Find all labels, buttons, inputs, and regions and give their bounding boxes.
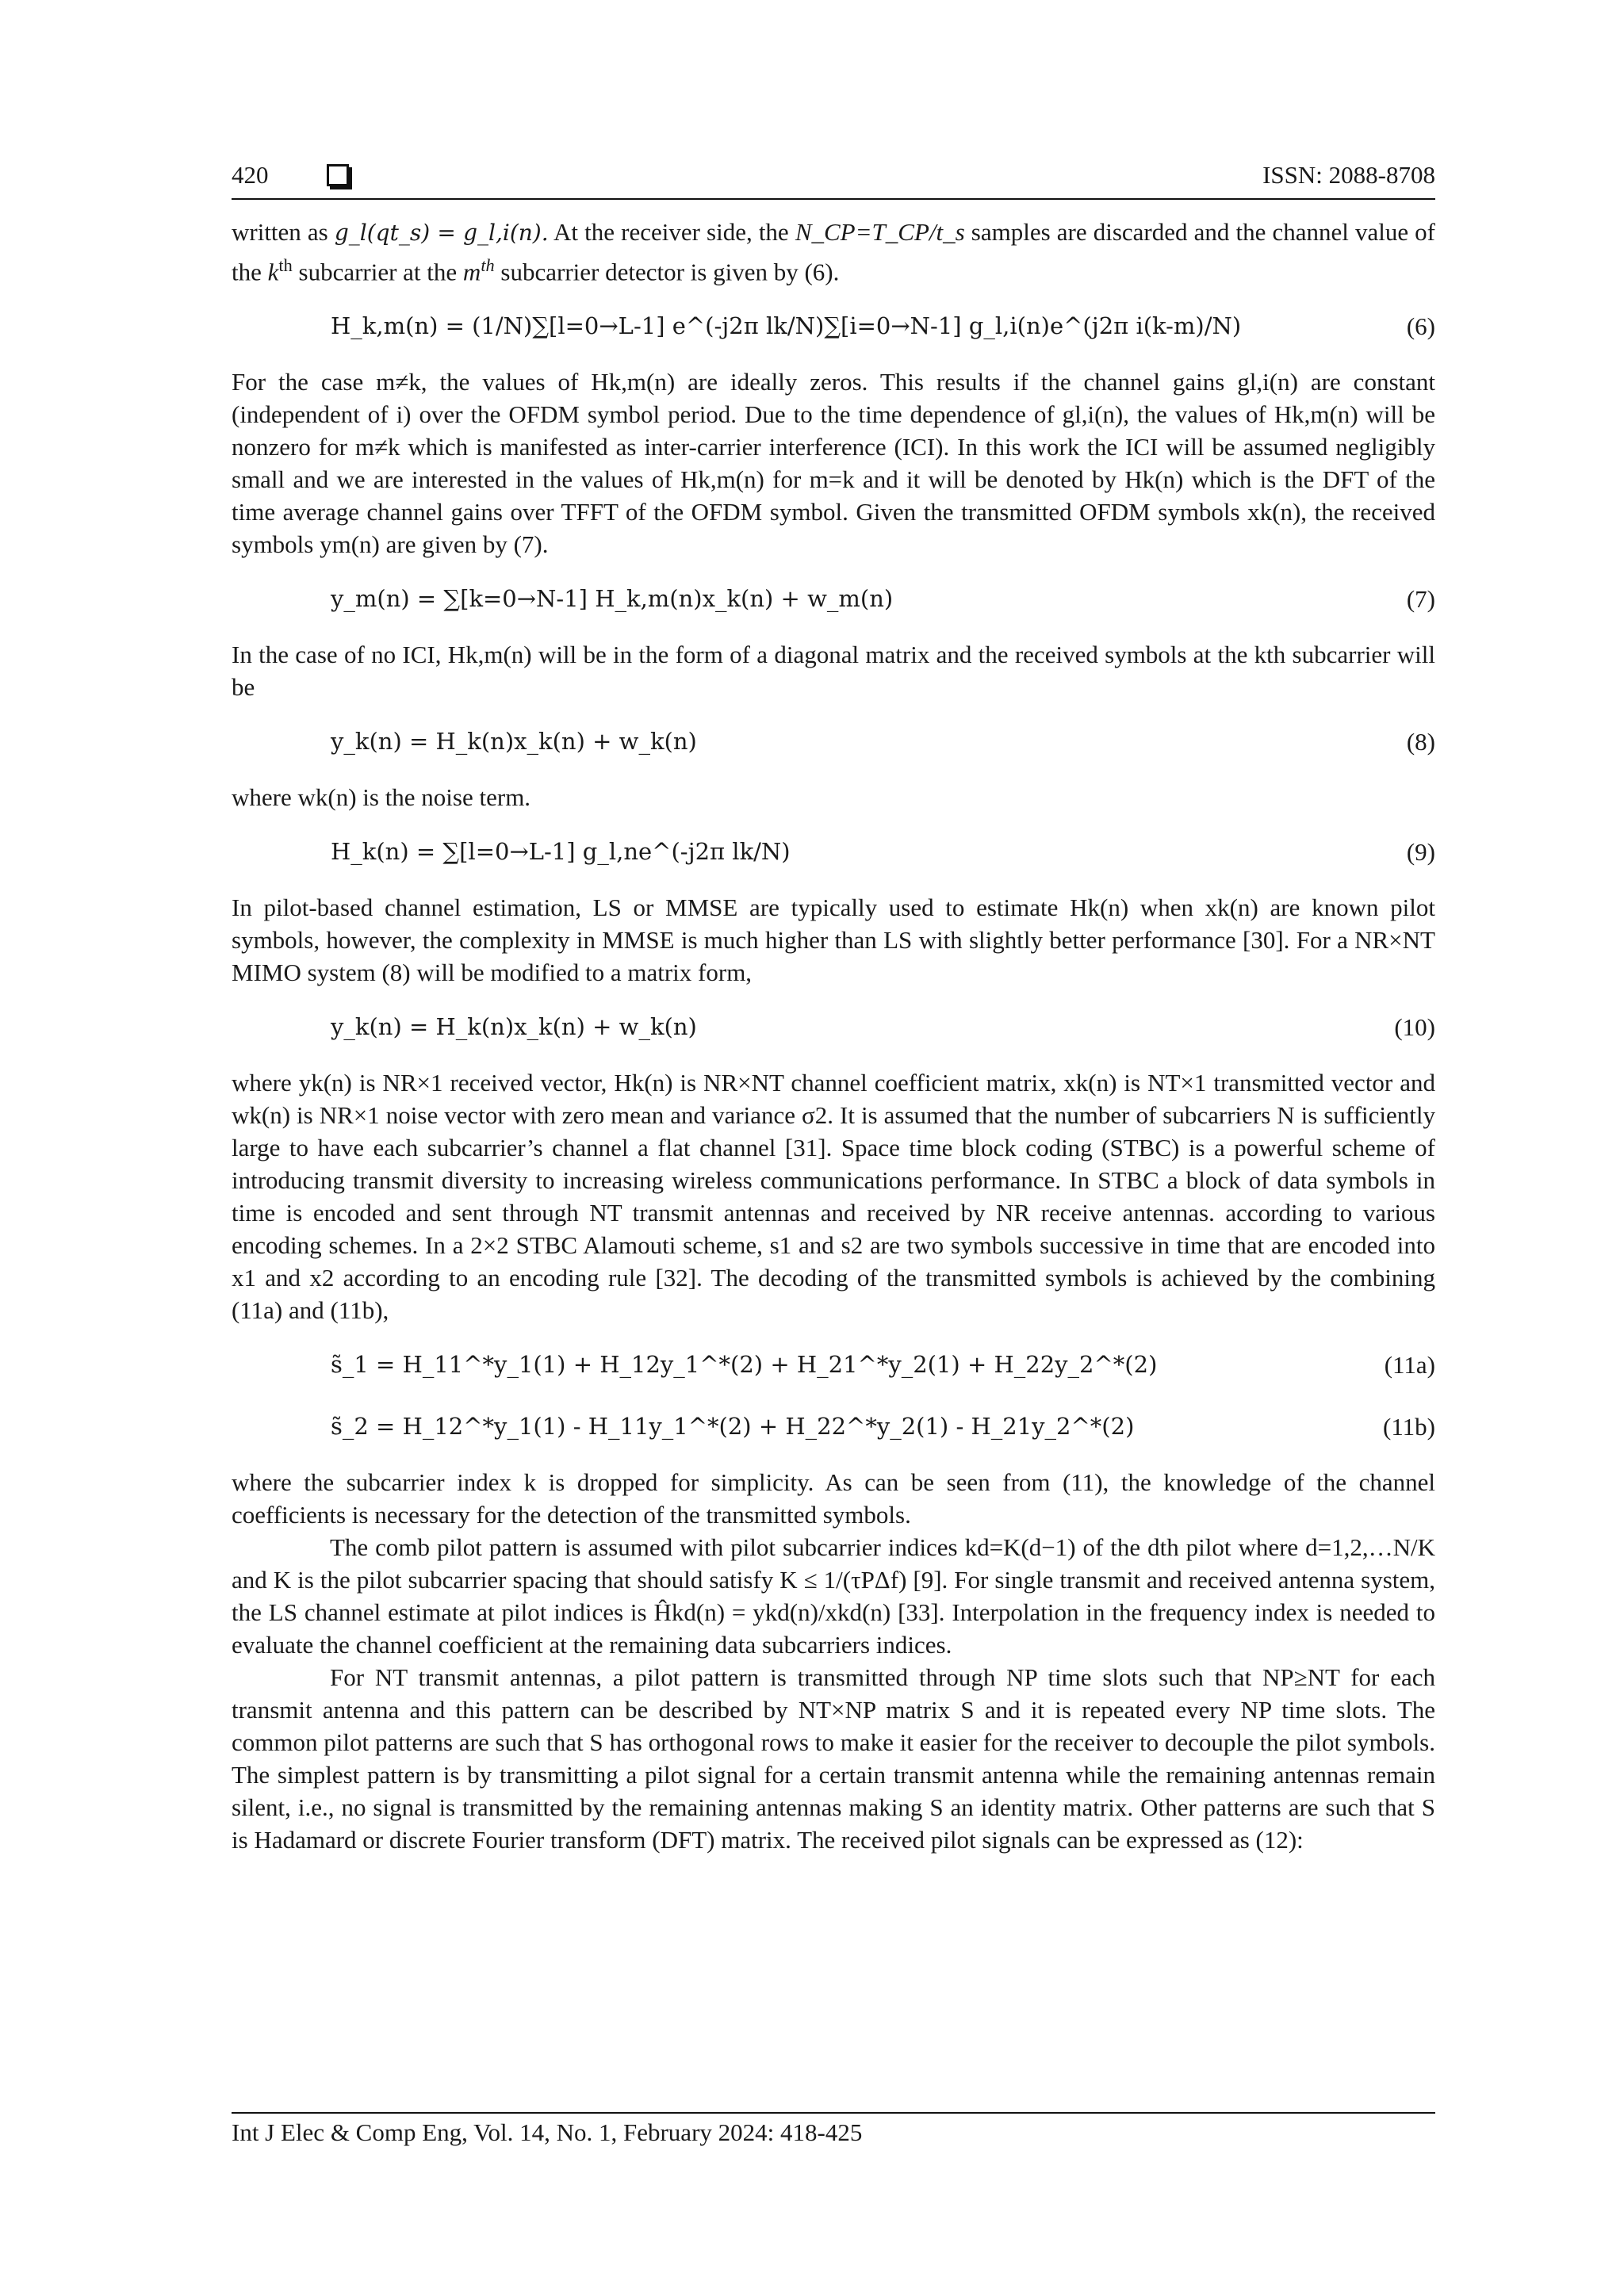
header-rule bbox=[232, 198, 1435, 200]
equation-9-formula: H_k(n) = ∑[l=0→L-1] g_l,ne^(-j2π lk/N) bbox=[331, 837, 791, 865]
equation-number: (6) bbox=[1406, 312, 1435, 340]
issn: ISSN: 2088-8708 bbox=[1262, 161, 1435, 189]
paragraph-4: where wk(n) is the noise term. bbox=[232, 783, 531, 812]
paragraph-7: where the subcarrier index k is dropped for simplicity. As can be seen from (11), the knowledge of the channel coefficients is necessary for the detection of the transmitted symbols. bbox=[232, 1468, 1435, 1529]
equation-number: (9) bbox=[1406, 837, 1435, 866]
equation-10 bbox=[232, 1004, 1435, 1049]
body-text bbox=[232, 216, 1435, 1856]
page-number: 420 bbox=[232, 161, 269, 189]
equation-10-formula: y_k(n) = H_k(n)x_k(n) + w_k(n) bbox=[331, 1012, 697, 1040]
paragraph-5: In pilot-based channel estimation, LS or MMSE are typically used to estimate Hk(n) when xk(n) are known pilot symbols, however, the complexity in MMSE is much higher than LS with slightly better performance [30]. For a NR×NT MIMO system (8) will be modified to a matrix form, bbox=[232, 894, 1435, 987]
paragraph-1: written as g_l(qt_s) = g_l,i(n). At the receiver side, the N_CP=T_CP/t_s samples are discarded and the channel value of the $k^{th}$ subcarrier at the $m^{th}$ subcarrier detector is given by (6). bbox=[232, 218, 1436, 286]
equation-8-formula: y_k(n) = H_k(n)x_k(n) + w_k(n) bbox=[331, 727, 697, 755]
paragraph-3: In the case of no ICI, Hk,m(n) will be in the form of a diagonal matrix and the received symbols at the kth subcarrier will be bbox=[232, 641, 1435, 702]
equation-7 bbox=[232, 576, 1435, 621]
paragraph-9: For NT transmit antennas, a pilot pattern is transmitted through NP time slots such that NP≥NT for each transmit antenna and this pattern can be described by NT×NP matrix S and it is repeated every NP time slots. The common pilot patterns are such that S has orthogonal rows to make it easier for the receiver to decouple the pilot symbols. The simplest pattern is by transmitting a pilot signal for a certain transmit antenna while the remaining antennas remain silent, i.e., no signal is transmitted by the remaining antennas making S an identity matrix. Other patterns are such that S is Hadamard or discrete Fourier transform (DFT) matrix. The received pilot signals can be expressed as (12): bbox=[232, 1663, 1435, 1854]
equation-11b-formula: s̃_2 = H_12^*y_1(1) - H_11y_1^*(2) + H_22^*y_2(1) - H_21y_2^*(2) bbox=[331, 1412, 1135, 1440]
paragraph-8: The comb pilot pattern is assumed with pilot subcarrier indices kd=K(d−1) of the dth pilot where d=1,2,…N/K and K is the pilot subcarrier spacing that should satisfy K ≤ 1/(τPΔf) [9]. For single transmit and received antenna system, the LS channel estimate at pilot indices is Ĥkd(n) = ykd(n)/xkd(n) [33]. Interpolation in the frequency index is needed to evaluate the channel coefficient at the remaining data subcarriers indices. bbox=[232, 1533, 1435, 1659]
equation-7-formula: y_m(n) = ∑[k=0→N-1] H_k,m(n)x_k(n) + w_m(n) bbox=[331, 584, 894, 612]
equation-11a bbox=[232, 1342, 1435, 1387]
footer-rule bbox=[232, 2112, 1435, 2114]
equation-11b bbox=[232, 1404, 1435, 1448]
footer-citation: Int J Elec & Comp Eng, Vol. 14, No. 1, February 2024: 418-425 bbox=[232, 2118, 863, 2146]
equation-6 bbox=[232, 304, 1435, 348]
equation-number: (10) bbox=[1394, 1012, 1435, 1041]
equation-number: (11b) bbox=[1383, 1412, 1435, 1441]
inline-eq-gl: g_l(qt_s) = g_l,i(n). bbox=[334, 220, 549, 246]
equation-8 bbox=[232, 719, 1435, 763]
equation-6-formula: H_k,m(n) = (1/N)∑[l=0→L-1] e^(-j2π lk/N)∑[i=0→N-1] g_l,i(n)e^(j2π i(k-m)/N) bbox=[331, 312, 1242, 339]
equation-number: (8) bbox=[1406, 727, 1435, 756]
equation-number: (11a) bbox=[1384, 1350, 1435, 1379]
paragraph-2: For the case m≠k, the values of Hk,m(n) are ideally zeros. This results if the channel gains gl,i(n) are constant (independent of i) over the OFDM symbol period. Due to the time dependence of gl,i(n), the values of Hk,m(n) will be nonzero for m≠k which is manifested as inter-carrier interference (ICI). In this work the ICI will be assumed negligibly small and we are interested in the values of Hk,m(n) for m=k and it will be denoted by Hk(n) which is the DFT of the time average channel gains over TFFT of the OFDM symbol. Given the transmitted OFDM symbols xk(n), the received symbols ym(n) are given by (7). bbox=[232, 368, 1435, 559]
paragraph-6: where yk(n) is NR×1 received vector, Hk(n) is NR×NT channel coefficient matrix, xk(n) is NT×1 transmitted vector and wk(n) is NR×1 noise vector with zero mean and variance σ2. It is assumed that the number of subcarriers N is sufficiently large to have each subcarrier’s channel a flat channel [31]. Space time block coding (STBC) is a powerful scheme of introducing transmit diversity to increasing wireless communications performance. In STBC a block of data symbols in time is encoded and sent through NT transmit antennas and received by NR receive antennas. according to various encoding schemes. In a 2×2 STBC Alamouti scheme, s1 and s2 are two symbols successive in time that are encoded into x1 and x2 according to an encoding rule [32]. The decoding of the transmitted symbols is achieved by the combining (11a) and (11b), bbox=[232, 1069, 1435, 1325]
square-bullet-icon bbox=[327, 164, 349, 186]
equation-11a-formula: s̃_1 = H_11^*y_1(1) + H_12y_1^*(2) + H_21^*y_2(1) + H_22y_2^*(2) bbox=[331, 1350, 1158, 1378]
equation-9 bbox=[232, 829, 1435, 874]
equation-number: (7) bbox=[1406, 584, 1435, 613]
running-header bbox=[232, 155, 1435, 195]
